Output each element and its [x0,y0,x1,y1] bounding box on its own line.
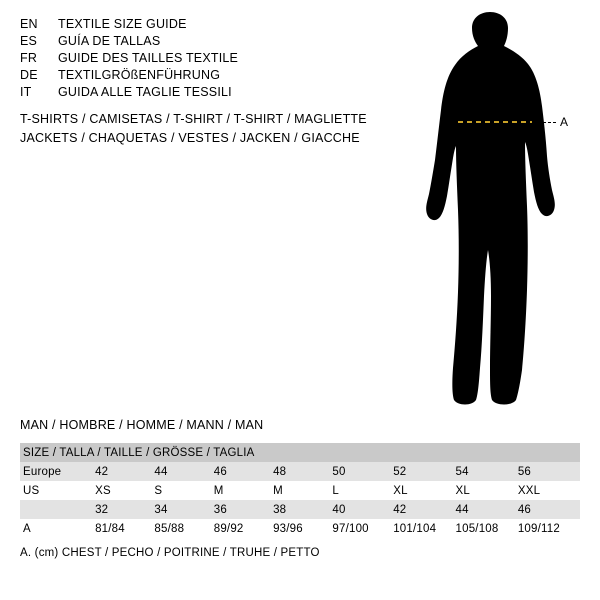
table-row [20,462,580,481]
language-row [20,84,380,101]
language-row [20,33,380,50]
cell-value: XL [456,481,518,500]
language-list [20,16,380,101]
language-row [20,50,380,67]
category-jackets: JACKETS / CHAQUETAS / VESTES / JACKEN / GIACCHE [20,131,360,145]
language-code: FR [20,51,38,65]
cell-value: 48 [273,462,332,481]
row-label: US [20,481,95,500]
cell-value: XXL [518,481,580,500]
cell-value: XL [393,481,455,500]
category-list [20,110,420,148]
cell-value: 42 [393,500,455,519]
body-figure [400,10,600,410]
cell-value: 81/84 [95,519,154,538]
cell-value: 109/112 [518,519,580,538]
cell-value: 89/92 [214,519,273,538]
row-label [20,500,95,519]
cell-value: 46 [518,500,580,519]
cell-value: M [214,481,273,500]
row-label: Europe [20,462,95,481]
size-table [20,443,580,538]
table-row [20,481,580,500]
cell-value: 40 [332,500,393,519]
language-text: TEXTILGRÖßENFÜHRUNG [58,68,221,82]
footnote: A. (cm) CHEST / PECHO / POITRINE / TRUHE / PETTO [20,547,320,559]
row-label: A [20,519,95,538]
cell-value: 101/104 [393,519,455,538]
cell-value: 44 [456,500,518,519]
cell-value: 50 [332,462,393,481]
table-header-row [20,443,580,462]
language-code: EN [20,17,38,31]
language-text: GUIDE DES TAILLES TEXTILE [58,51,239,65]
marker-dash-line [538,122,556,123]
language-text: GUÍA DE TALLAS [58,34,161,48]
cell-value: XS [95,481,154,500]
language-code: ES [20,34,38,48]
table-row [20,500,580,519]
table-header-label: SIZE / TALLA / TAILLE / GRÖSSE / TAGLIA [20,443,580,462]
cell-value: 46 [214,462,273,481]
cell-value: 42 [95,462,154,481]
cell-value: 93/96 [273,519,332,538]
cell-value: M [273,481,332,500]
cell-value: 56 [518,462,580,481]
male-silhouette-icon [400,10,600,410]
cell-value: 105/108 [456,519,518,538]
cell-value: 32 [95,500,154,519]
marker-label-a: A [560,115,569,129]
language-code: DE [20,68,38,82]
table-row [20,519,580,538]
language-row [20,16,380,33]
cell-value: S [154,481,213,500]
cell-value: 34 [154,500,213,519]
cell-value: 38 [273,500,332,519]
cell-value: 44 [154,462,213,481]
cell-value: 36 [214,500,273,519]
table-title: MAN / HOMBRE / HOMME / MANN / MAN [20,418,264,432]
cell-value: 97/100 [332,519,393,538]
language-text: GUIDA ALLE TAGLIE TESSILI [58,85,232,99]
cell-value: 52 [393,462,455,481]
cell-value: 54 [456,462,518,481]
language-row [20,67,380,84]
language-code: IT [20,85,32,99]
cell-value: 85/88 [154,519,213,538]
category-tshirts: T-SHIRTS / CAMISETAS / T-SHIRT / T-SHIRT / MAGLIETTE [20,112,367,126]
language-text: TEXTILE SIZE GUIDE [58,17,187,31]
cell-value: L [332,481,393,500]
